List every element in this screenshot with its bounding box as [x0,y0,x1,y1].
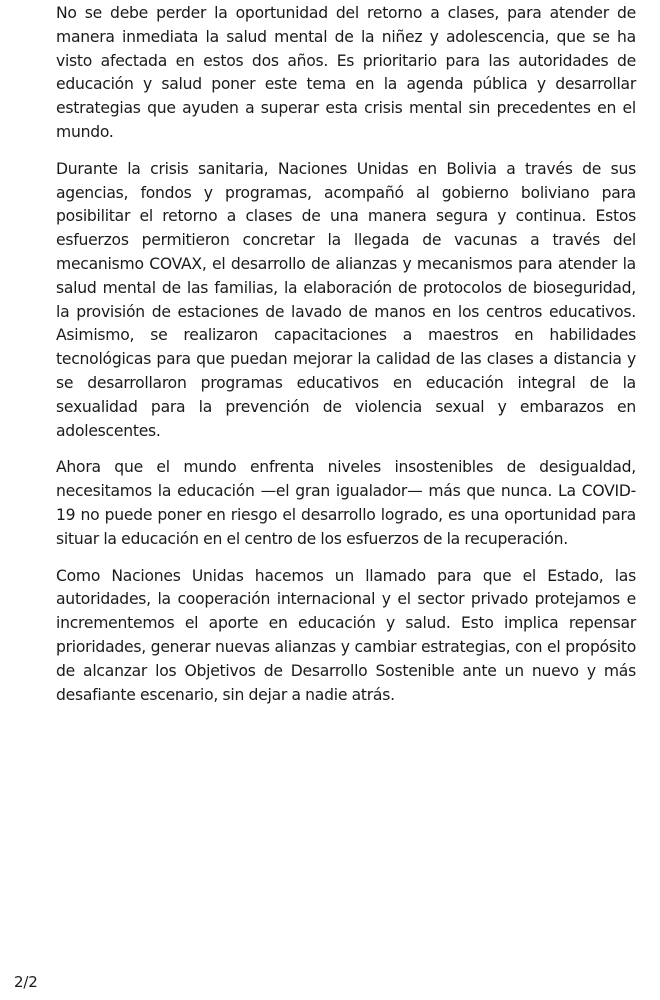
document-body [56,2,636,720]
paragraph-4: Como Naciones Unidas hacemos un llamado para que el Estado, las autoridades, la cooperación internacional y el sector privado protejamos e incrementemos el aporte en educación y salud. Esto implica repensar prioridades, generar nuevas alianzas y cambiar estrategias, con el propósito de alcanzar los Objetivos de Desarrollo Sostenible ante un nuevo y más desafiante escenario, sin dejar a nadie atrás. [56,566,636,704]
paragraph-3: Ahora que el mundo enfrenta niveles insostenibles de desigualdad, necesitamos la educación —el gran igualador— más que nunca. La COVID-19 no puede poner en riesgo el desarrollo logrado, es una oportunidad para situar la educación en el centro de los esfuerzos de la recuperación. [56,458,636,548]
paragraph-1: No se debe perder la oportunidad del retorno a clases, para atender de manera inmediata la salud mental de la niñez y adolescencia, que se ha visto afectada en estos dos años. Es prioritario para las autoridades de educación y salud poner este tema en la agenda pública y desarrollar estrategias que ayuden a superar esta crisis mental sin precedentes en el mundo. [56,4,636,141]
page-number: 2/2 [14,973,38,991]
paragraph-2: Durante la crisis sanitaria, Naciones Unidas en Bolivia a través de sus agencias, fondos y programas, acompañó al gobierno boliviano para posibilitar el retorno a clases de una manera segura y continua. Estos esfuerzos permitieron concretar la llegada de vacunas a través del mecanismo COVAX, el desarrollo de alianzas y mecanismos para atender la salud mental de las familias, la elaboración de protocolos de bioseguridad, la provisión de estaciones de lavado de manos en los centros educativos. Asimismo, se realizaron capacitaciones a maestros en habilidades tecnológicas para que puedan mejorar la calidad de las clases a distancia y se desarrollaron programas educativos en educación integral de la sexualidad para la prevención de violencia sexual y embarazos en adolescentes. [56,159,636,440]
